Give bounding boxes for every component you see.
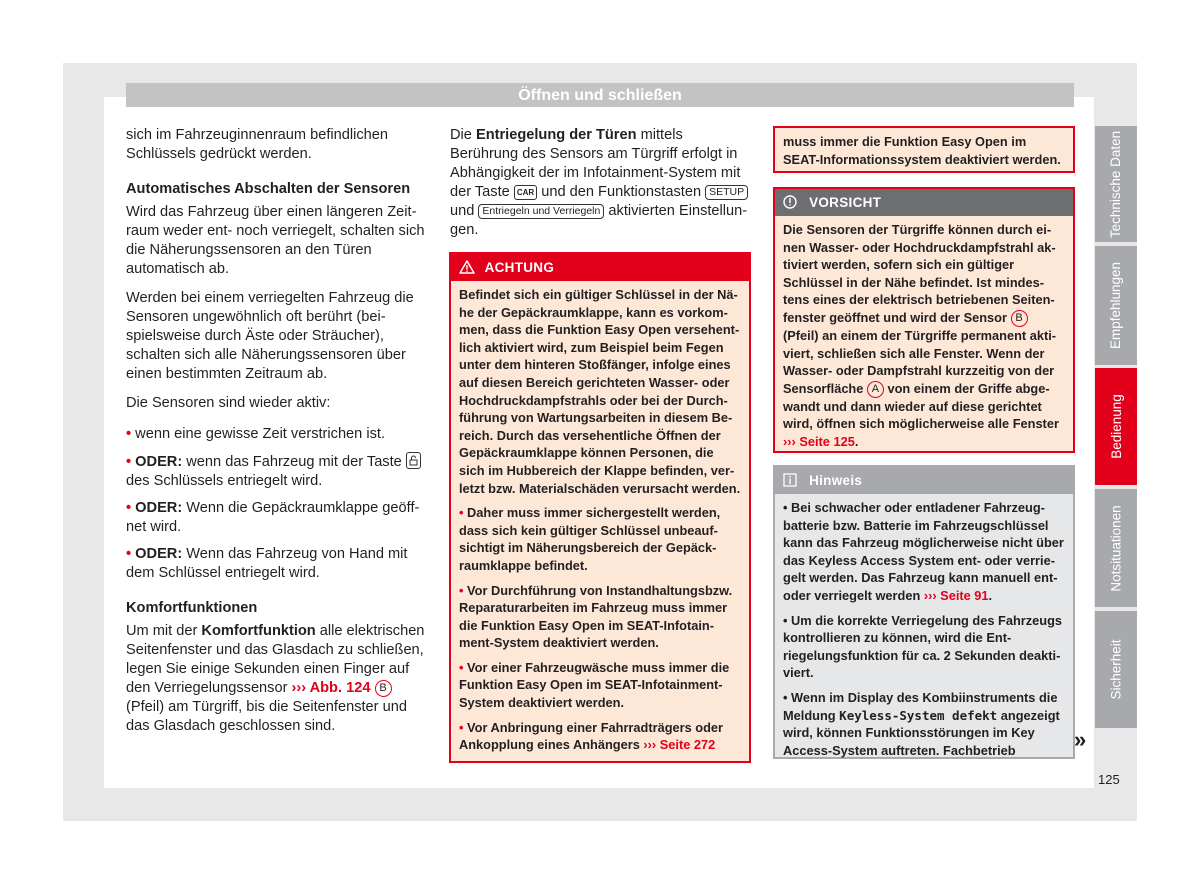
caution-header: VORSICHT [775,189,1073,216]
paragraph: Um mit der Komfortfunktion alle elektrischen Seitenfenster und das Glasdach zu schließen, legen Sie einige Sekunden einen Finger auf den Verriegelungssensor ››› Abb. 124 B (Pfeil) am Türgriff, bis die Seitenfenster und das Glasdach geschlossen sind. [126,623,425,734]
caution-body: Die Sensoren der Türgriffe können durch einen Wasser- oder Hochdruckdampfstrahl aktiviert werden, sofern sich ein gültiger Schlüssel in der Nähe befindet. Ist mindestens eines der elektrisch betriebenen Seitenfenster geöffnet und wird der Sensor B (Pfeil) an einem der Türgriffe permanent aktiviert, schließen sich alle Fenster. Wenn der Wasser- oder Dampfstrahl kurzzeitig von der Sensorfläche A von einem der Griffe abgewandt und dann wieder auf diese gerichtet wird, öffnen sich möglicherweise alle Fenster ››› Seite 125. [783,222,1059,449]
paragraph: Befindet sich ein gültiger Schlüssel in der Nähe der Gepäckraumklappe, kann es vorkommen, dass die Funktion Easy Open versehentlich aktiviert wird, zum Beispiel beim Fegen unter dem hinteren Stoßfänger, infolge eines auf diesen Bereich gerichteten Wasser- oder Hochdruckdampfstrahls oder bei der Durchführung von Wartungsarbeiten in diesem Bereich. Durch das versehentliche Öffnen der Gepäckraumklappe können Personen, die sich im Hubbereich der Klappe befinden, verletzt bzw. Materialschäden verursacht werden. [459,287,741,496]
tab-notsituationen[interactable]: Notsituationen [1095,489,1137,607]
page-link[interactable]: ››› Seite 272 [643,737,716,753]
bullet-icon: • [459,582,464,598]
note-box [773,465,1075,759]
caution-box [773,187,1075,453]
subheading: Komfortfunktionen [126,600,258,616]
warning-continuation-box: muss immer die Funktion Easy Open im SEAT-Informationssystem deaktiviert werden. [773,126,1075,173]
warning-body [451,281,749,754]
marker-b-icon: B [375,680,392,697]
warning-triangle-icon [459,260,475,274]
list-item: • Bei schwacher oder entladener Fahrzeugbatterie bzw. Batterie im Fahrzeugschlüssel kann das Fahrzeug möglicherweise nicht über das Keyless Access System ent- oder verriegelt werden. Das Fahrzeug kann manuell entoder verriegelt werden ››› Seite 91. [783,500,1064,603]
note-header: Hinweis [775,467,1073,494]
list-item: • ODER: Wenn das Fahrzeug von Hand mit dem Schlüssel entriegelt wird. [126,546,408,581]
bullet-icon: • [126,454,132,470]
page-link[interactable]: ››› Seite 91 [923,587,989,603]
caution-icon [783,195,797,209]
paragraph: Werden bei einem verriegelten Fahrzeug die Sensoren ungewöhnlich oft berührt (beispielsweise durch Äste oder Sträucher), schalten sich alle Näherungssensoren über einen bestimmten Zeitraum ab. [126,290,414,382]
column-left [126,126,426,746]
bullet-icon: • [459,719,464,735]
list-item: • ODER: wenn das Fahrzeug mit der Taste des Schlüssels entriegelt wird. [126,452,426,491]
paragraph: sich im Fahrzeuginnenraum befindlichen Schlüssels gedrückt werden. [126,127,389,162]
warning-box [449,252,751,763]
list-item: • Um die korrekte Verriegelung des Fahrzeugs kontrollieren zu können, wird die Entriegelungsfunktion für ca. 2 Sekunden deaktiviert. [783,612,1063,681]
marker-a-icon: A [867,381,884,398]
bullet-icon: • [459,505,464,521]
list-item: • Vor einer Fahrzeugwäsche muss immer die Funktion Easy Open im SEAT-Infotainment-System deaktiviert werden. [459,659,730,711]
info-icon [783,473,797,487]
paragraph: Die Sensoren sind wieder aktiv: [126,395,331,411]
continue-icon: » [1074,727,1087,752]
unlock-key-icon [406,452,421,469]
subheading: Automatisches Abschalten der Sensoren [126,181,411,197]
display-message: Keyless-System defekt [839,707,998,723]
car-key-icon: CAR [514,185,537,200]
list-item: • Wenn im Display des Kombiinstruments die Meldung Keyless-System defekt angezeigt wird, können Funktionsstörungen im Key Access-System auftreten. Fachbetrieb [783,689,1060,758]
section-title: Öffnen und schließen [126,83,1074,107]
bullet-icon: • [126,500,132,516]
list-item: • Vor Durchführung von Instandhaltungsbzw. Reparaturarbeiten im Fahrzeug muss immer die Funktion Easy Open im SEAT-Infotainment-System deaktiviert werden. [459,582,733,651]
page-link[interactable]: ››› Seite 125 [783,433,855,449]
marker-b-icon: B [1011,310,1028,327]
list-item: • wenn eine gewisse Zeit verstrichen ist. [126,426,385,442]
warning-header: ACHTUNG [451,254,749,281]
page-number: 125 [1098,772,1120,787]
column-middle [450,126,750,250]
list-item: • Daher muss immer sichergestellt werden, dass sich kein gültiger Schlüssel unbeaufsichtigt im Näherungsbereich der Gepäckraumklappe befindet. [459,505,721,573]
bullet-icon: • [126,546,132,562]
paragraph: Die Entriegelung der Türen mittels Berührung des Sensors am Türgriff erfolgt in Abhängigkeit der im Infotainment-System mit der Taste CAR und den Funktionstasten SETUP und Entriegeln und Verriegeln aktivierten Einstellungen. [450,127,748,238]
bullet-icon: • [459,659,464,675]
tab-technische-daten[interactable]: Technische Daten [1095,126,1137,242]
lock-function-key: Entriegeln und Verriegeln [478,204,604,219]
tab-bedienung[interactable]: Bedienung [1095,368,1137,485]
figure-link[interactable]: ››› Abb. 124 [291,680,371,696]
list-item: • ODER: Wenn die Gepäckraumklappe geöffnet wird. [126,500,420,535]
bullet-icon: • [126,426,132,442]
paragraph: Wird das Fahrzeug über einen längeren Zeitraum weder ent- noch verriegelt, schalten sich die Näherungssensoren an den Türen automatisch ab. [126,204,425,277]
note-body [775,494,1073,759]
setup-key: SETUP [705,185,748,200]
tab-empfehlungen[interactable]: Empfehlungen [1095,246,1137,365]
tab-sicherheit[interactable]: Sicherheit [1095,611,1137,728]
list-item: • Vor Anbringung einer Fahrradträgers oder Ankopplung eines Anhängers ››› Seite 272 [459,719,724,753]
